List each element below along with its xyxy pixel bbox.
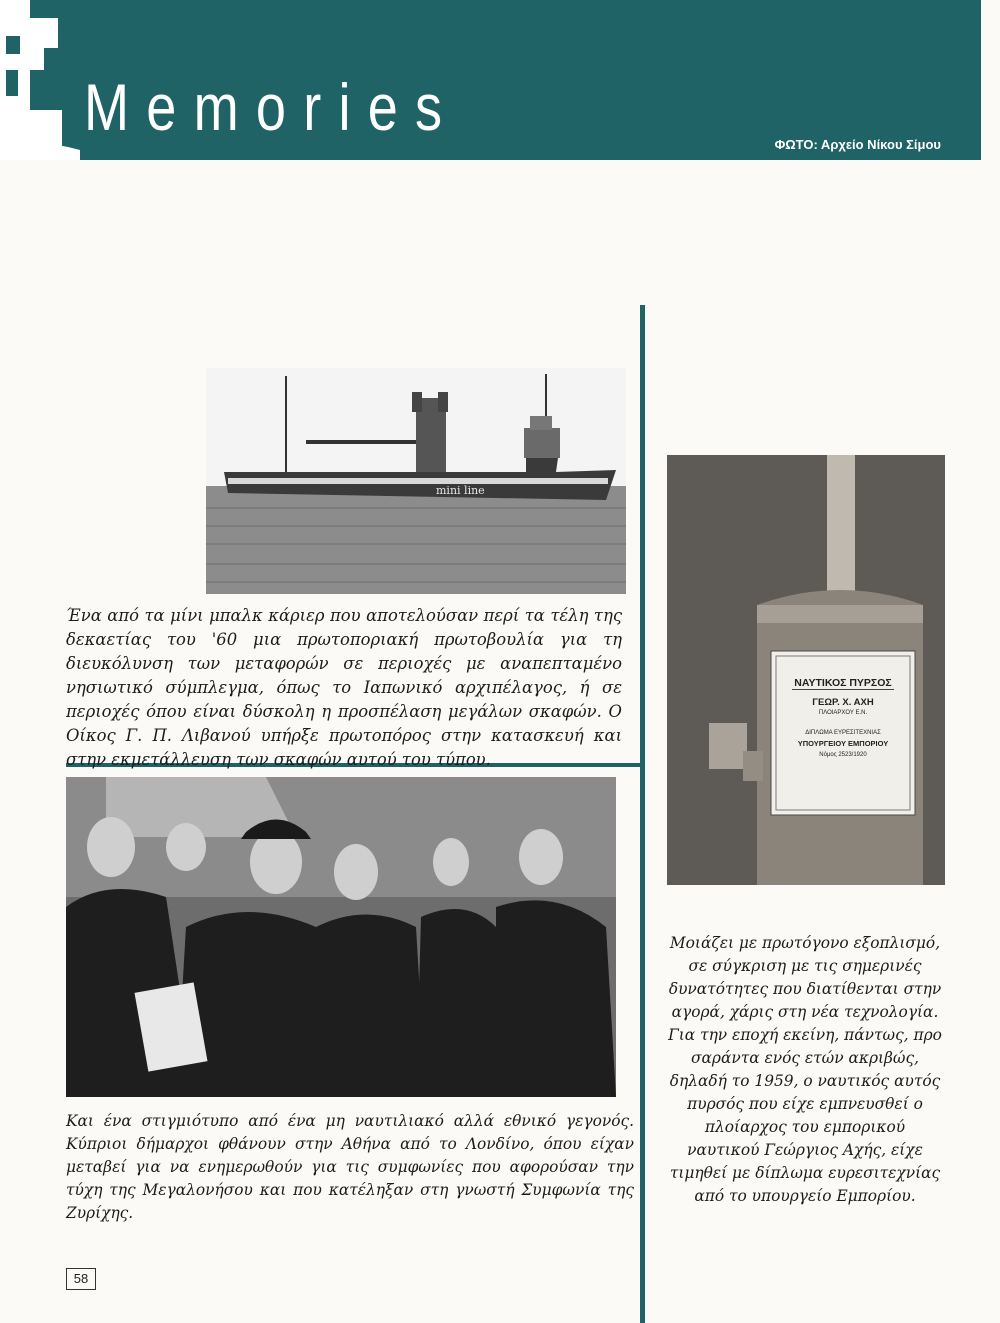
device-caption: Μοιάζει με πρωτόγονο εξοπλισμό, σε σύγκριση με τις σημερινές δυνατότητες που διατίθενται στην αγορά, χάρις στη νέα τεχνολογία. Για την εποχή εκείνη, πάντως, προ σαράντα ενός ετών ακριβώς, δηλαδή το 1959, ο ναυτικός αυτός πυρσός που είχε εμπνευσθεί ο πλοίαρχος του εμπορικού ναυτικού Γεώργιος Αχής, είχε τιμηθεί με δίπλωμα ευρεσιτεχνίας από το υπουργείο Εμπορίου. [668, 934, 942, 1205]
page-number: 58 [66, 1268, 96, 1290]
device-label-ministry: ΥΠΟΥΡΓΕΙΟΥ ΕΜΠΟΡΙΟΥ [797, 739, 889, 748]
page-header [0, 0, 981, 160]
ship-hull-lettering: mini line [436, 484, 485, 497]
device-label-number: Νόμος 2523/1920 [819, 752, 867, 758]
device-label-name: ΓΕΩΡ. Χ. ΑΧΗ [812, 697, 874, 708]
device-label-diploma: ΔΙΠΛΩΜΑ ΕΥΡΕΣΙΤΕΧΝΙΑΣ [805, 730, 881, 736]
device-photo [667, 455, 945, 885]
ship-photo [206, 368, 626, 594]
photo-credit: ΦΩΤΟ: Αρχείο Νίκου Σίμου [774, 137, 941, 152]
vertical-divider [640, 305, 645, 1323]
device-label [771, 655, 915, 758]
group-photo [66, 777, 616, 1097]
device-label-rank: ΠΛΟΙΑΡΧΟΥ Ε.Ν. [818, 710, 868, 716]
ship-caption: Ένα από τα μίνι μπαλκ κάριερ που αποτελούσαν περί τα τέλη της δεκαετίας του '60 μια πρωτοποριακή πρωτοβουλία για τη διευκόλυνση των μεταφορών σε περιοχές με αναπεπταμένο νησιωτικό σύμπλεγμα, όπως το Ιαπωνικό αρχιπέλαγος, ή σε περιοχές όπου είναι δύσκολη η προσπέλαση μεγάλων σκαφών. Ο Οίκος Γ. Π. Λιβανού υπήρξε πρωτοπόρος στην κατασκευή και στην εκμετάλλευση των σκαφών αυτού του τύπου. [66, 606, 622, 769]
page-title: Memories [84, 70, 460, 144]
device-label-title: ΝΑΥΤΙΚΟΣ ΠΥΡΣΟΣ [794, 677, 892, 689]
group-caption: Και ένα στιγμιότυπο από ένα μη ναυτιλιακό αλλά εθνικό γεγονός. Κύπριοι δήμαρχοι φθάνουν στην Αθήνα από το Λονδίνο, όπου είχαν μεταβεί για να ενημερωθούν για τις συμφωνίες που αφορούσαν την τύχη της Μεγαλονήσου και που κατέληξαν στη γνωστή Συμφωνία της Ζυρίχης. [66, 1112, 634, 1222]
